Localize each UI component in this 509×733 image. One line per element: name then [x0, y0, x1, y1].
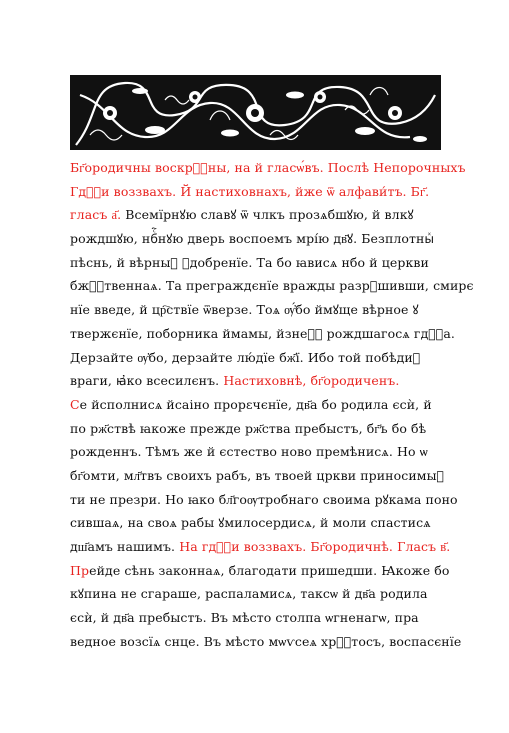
- body-text: рожденнъ. Тѣмъ же й єстество ново премѣнисѧ. Но ѡ: [70, 444, 428, 460]
- rubric-text: На гдⷭ҇и воззвахъ. Бг҃ородичнѣ. Гласъ в҃.: [179, 539, 451, 554]
- text-line: [70, 440, 442, 464]
- body-text: Дерзайте ѹ҆бо, дерзайте лю́дїе бж҃ї. Ибо той побѣдиⷮ: [70, 349, 421, 365]
- body-text: ти не презри. Но ꙗко бл҃гоѹтробнаго своима рꙋкама поно: [70, 491, 458, 507]
- text-line: [70, 488, 458, 512]
- text-line: [70, 322, 456, 346]
- body-text: ейде сѣнь законнаѧ, благодати пришедши. Ꙗкоже бо: [89, 562, 450, 578]
- text-line: [70, 511, 442, 535]
- body-text: твержєнїе, поборника ймамы, йзнеⷭ҇ рождшагосѧ гдⷭ҇а.: [70, 325, 456, 341]
- body-text: ведное возсїѧ снце. Въ мѣсто мѡѵсеѧ хрⷭ҇тосъ, воспасєнїе: [70, 633, 462, 649]
- body-text: єсѝ, й дв҃а пребыстъ. Въ мѣсто столпа ѡгненагѡ, пра: [70, 610, 419, 626]
- body-text: сившаѧ, на своѧ рабы ꙋмилосердисѧ, й моли спастисѧ: [70, 515, 431, 531]
- text-line: [70, 298, 442, 322]
- floral-headpiece-icon: [70, 75, 441, 150]
- text-line: [70, 393, 442, 417]
- text-line: [70, 227, 442, 251]
- text-line: [70, 464, 445, 488]
- rubric-text: Гдⷭ҇и воззвахъ. Й настиховнахъ, йже ѿ алфави́тъ. Бг҃.: [70, 183, 430, 199]
- text-line: [70, 606, 442, 630]
- rubric-text: Пр: [70, 562, 90, 578]
- rubric-text: Настиховнѣ, бг҃ородиченъ.: [223, 373, 400, 389]
- liturgical-text: [70, 156, 474, 653]
- text-line: [70, 251, 442, 275]
- body-text: рождшꙋю, нбⷭ҇нꙋю дверь воспоемъ мрі́ю дв҃ꙋ. Безплотныⷯ: [70, 231, 435, 247]
- text-line: [70, 203, 442, 227]
- rubric-text: С: [70, 396, 80, 412]
- text-line: [70, 582, 442, 606]
- text-line: [70, 274, 474, 298]
- body-text: нїе введе, й цр҇ствїе ѿверзе. Тоѧ ѹ҆́бо ймꙋще вѣрнοе ꙋ: [70, 302, 419, 318]
- text-line: [70, 180, 442, 204]
- body-text: бг҃омти, мл҃твъ своихъ рабъ, въ твоей цркви приносимыⷯ: [70, 467, 445, 483]
- rubric-text: гласъ а҃.: [70, 207, 126, 223]
- text-line: [70, 346, 442, 370]
- body-text: пѣснь, й вѣрныⷯ ꙋдобренїе. Та бо ꙗвисѧ нбо й церкви: [70, 254, 429, 270]
- body-text: враги, ꙗ҆ко всесилєнъ.: [70, 373, 224, 389]
- text-line: [70, 559, 450, 583]
- rubric-text: Послѣ Непорочныхъ: [327, 160, 466, 175]
- text-line: [70, 369, 442, 393]
- body-text: дш҃амъ нашимъ.: [70, 539, 180, 554]
- body-text: кꙋпина не сгараше, распаламисѧ, таксѡ й дв҃а родила: [70, 586, 428, 602]
- body-text: е йсполнисѧ йсаіно прорεчєнїе, дв҃а бо родила єсѝ, й: [79, 396, 432, 412]
- body-text: бжⷭ҇твеннаѧ. Та преграждєнїе вражды разрꙋшивши, смирє: [70, 278, 474, 294]
- body-text: Всемїрнꙋю славꙋ ѿ члкъ прозѧбшꙋю, й влкꙋ: [125, 207, 414, 223]
- text-line: [70, 535, 451, 559]
- text-line: [70, 630, 462, 654]
- rubric-text: Бг҃ородичны воскрⷭ҇ны, на й гласѡ́въ.: [70, 160, 328, 175]
- body-text: по рж҃ствѣ ꙗкоже прежде рж҃ства пребыстъ, бг҃ъ бо бѣ: [70, 420, 427, 436]
- text-line: [70, 156, 466, 180]
- text-line: [70, 417, 442, 441]
